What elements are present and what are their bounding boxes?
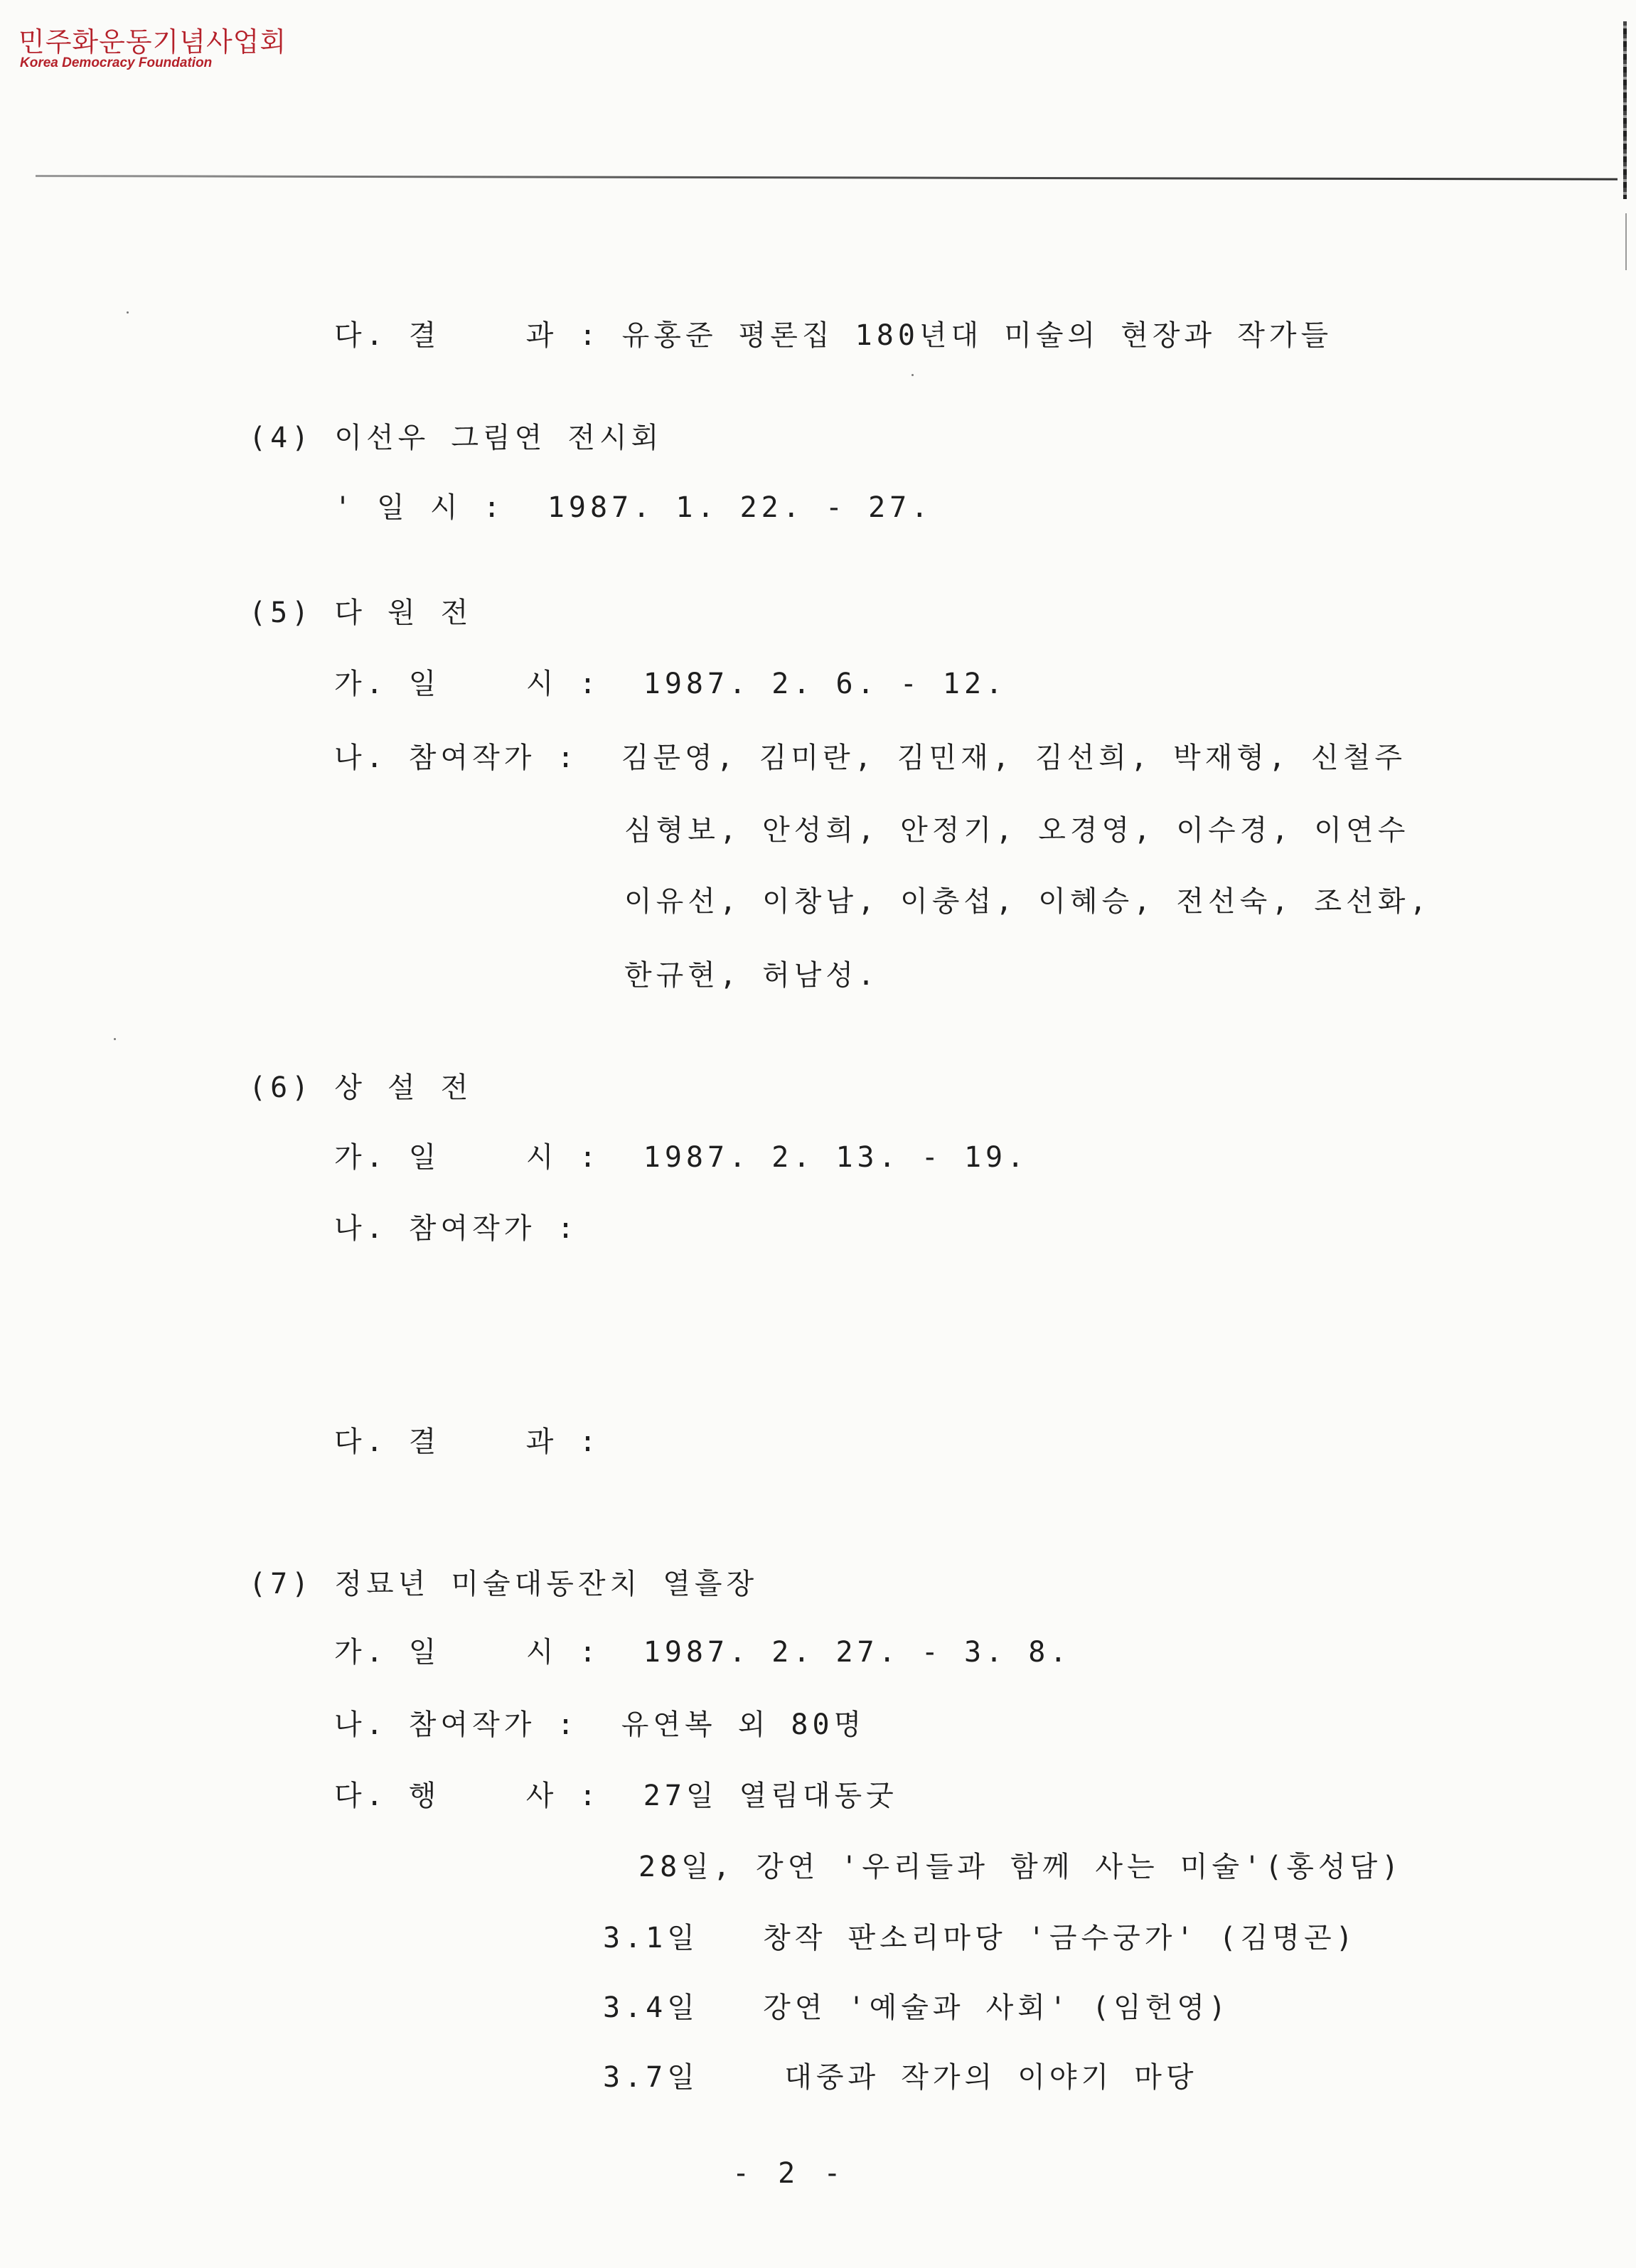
item7-artists: 나. 참여작가 : 유연복 외 80명 — [334, 1708, 866, 1741]
item7-title: (7) 정묘년 미술대동잔치 열흘장 — [249, 1568, 759, 1600]
item5-artists-line: 심형보, 안성희, 안정기, 오경영, 이수경, 이연수 — [624, 814, 1410, 847]
item4-date: ' 일 시 : 1987. 1. 22. - 27. — [334, 491, 933, 524]
item7-events-line: 3.4일 강연 '예술과 사회' (임헌영) — [603, 1991, 1231, 2024]
item5-artists-line: 나. 참여작가 : 김문영, 김미란, 김민재, 김선희, 박재형, 신철주 — [334, 742, 1407, 774]
item7-events-line: 3.1일 창작 판소리마당 '금수궁가' (김명곤) — [603, 1922, 1357, 1954]
item5-title: (5) 다 원 전 — [249, 597, 473, 629]
item5-date: 가. 일 시 : 1987. 2. 6. - 12. — [334, 668, 1007, 700]
item5-artists-line: 이유선, 이창남, 이충섭, 이혜승, 전선숙, 조선화, — [624, 885, 1431, 918]
page-number: - 2 - — [732, 2157, 847, 2190]
scan-speck — [127, 311, 129, 314]
item6-result: 다. 결 과 : — [334, 1425, 601, 1458]
item6-title: (6) 상 설 전 — [249, 1071, 473, 1104]
item5-artists-line: 한규현, 허남성. — [624, 959, 880, 992]
item6-date: 가. 일 시 : 1987. 2. 13. - 19. — [334, 1141, 1029, 1174]
item6-artists: 나. 참여작가 : — [334, 1212, 579, 1245]
scan-edge-mark-lower — [1625, 213, 1627, 270]
item7-events-line: 3.7일 대중과 작가의 이야기 마당 — [603, 2061, 1198, 2094]
logo-korean: 민주화운동기념사업회 — [18, 26, 287, 58]
item7-date: 가. 일 시 : 1987. 2. 27. - 3. 8. — [334, 1636, 1071, 1669]
logo-english: Korea Democracy Foundation — [20, 55, 213, 70]
item7-events-line: 다. 행 사 : 27일 열림대동굿 — [334, 1780, 898, 1812]
item7-events-line: 28일, 강연 '우리들과 함께 사는 미술'(홍성담) — [638, 1851, 1404, 1883]
item4-title: (4) 이선우 그림연 전시회 — [249, 422, 663, 454]
scan-speck — [911, 374, 914, 376]
header-rule — [36, 175, 1618, 181]
item3-result-line: 다. 결 과 : 유홍준 평론집 180년대 미술의 현장과 작가들 — [334, 319, 1333, 352]
scan-speck — [114, 1038, 116, 1040]
scan-edge-mark — [1623, 21, 1627, 199]
